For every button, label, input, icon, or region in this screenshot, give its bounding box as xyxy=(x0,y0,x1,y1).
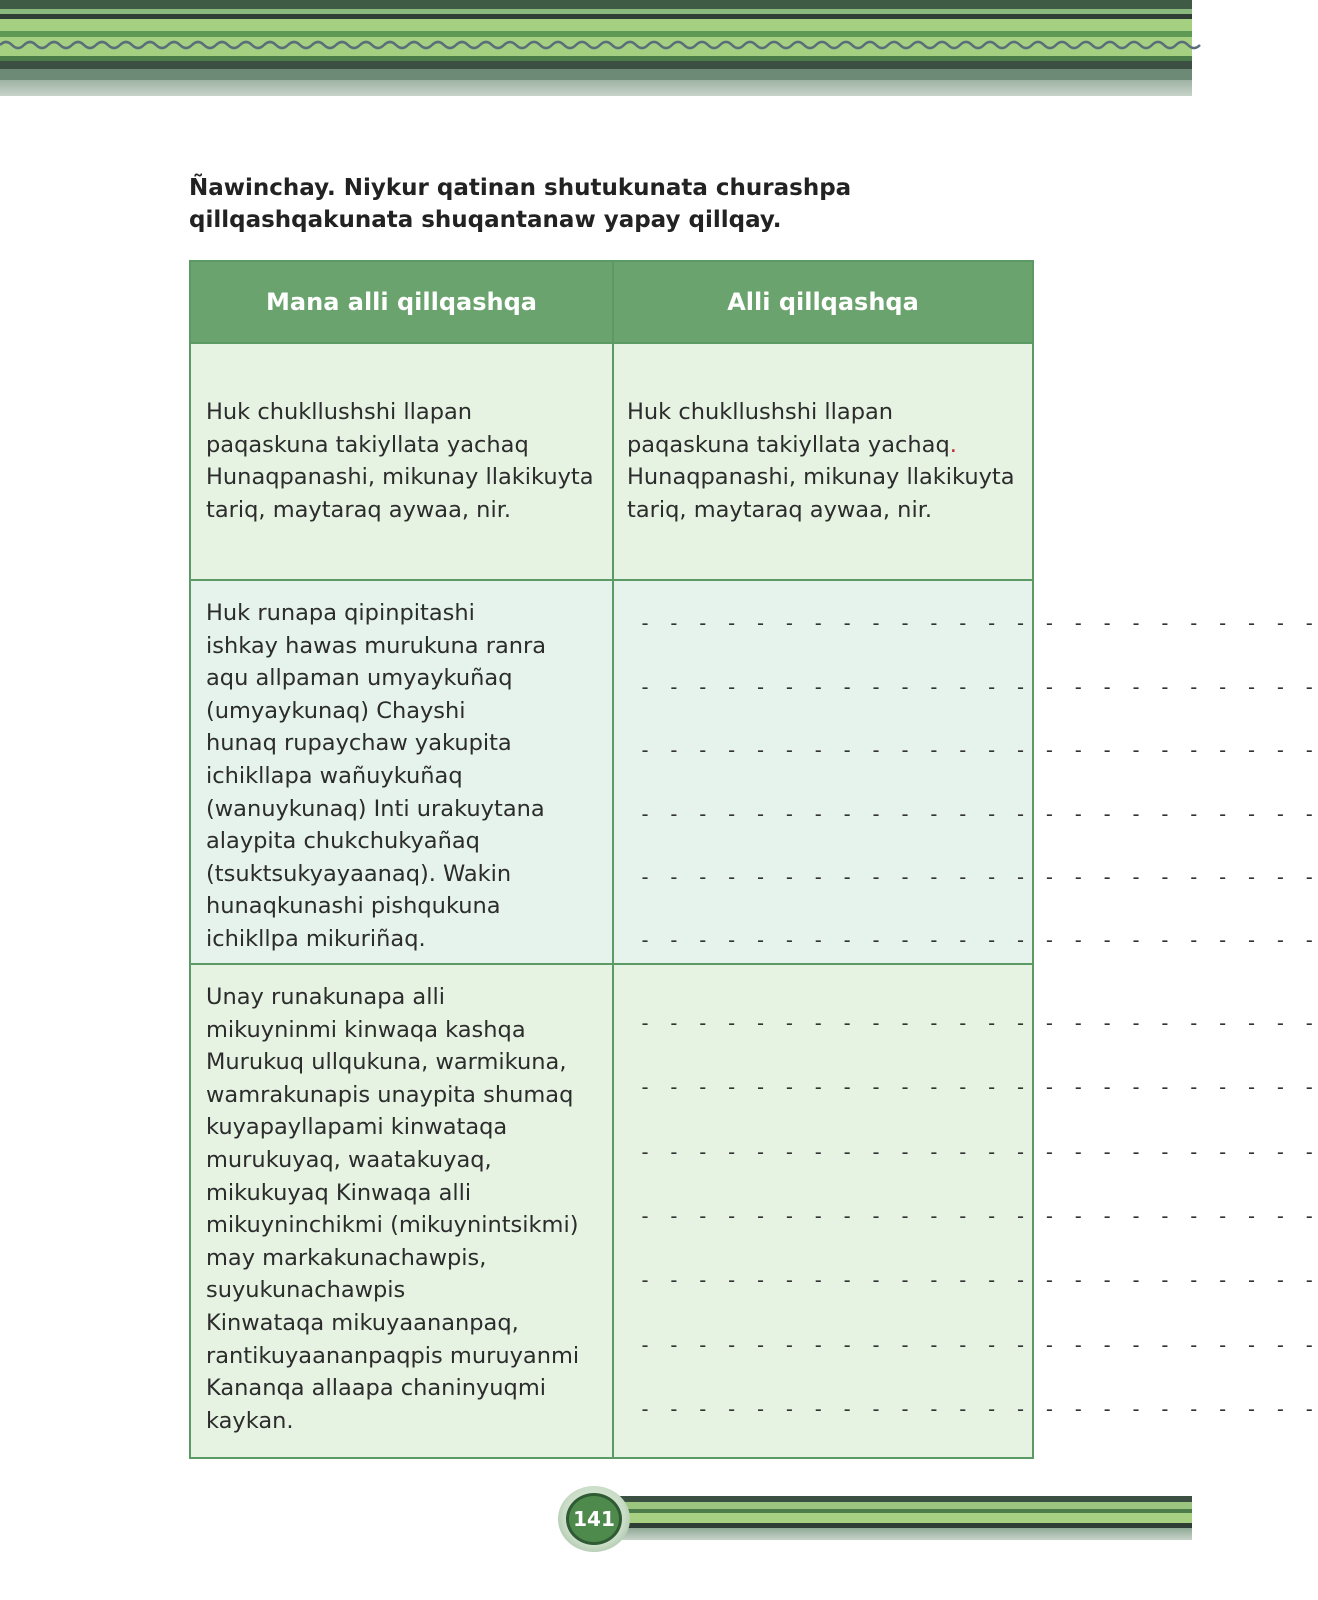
bottom-decorative-band xyxy=(600,1496,1192,1540)
top-decorative-band xyxy=(0,0,1192,96)
row1-correct-text: Huk chukllushshi llapan paqaskuna takiyllata yachaq. Hunaqpanashi, mikunay llakikuyta tariq, maytaraq aywaa, nir. xyxy=(627,399,1015,523)
row3-wrong-text: Unay runakunapa alli mikuyninmi kinwaqa kashqa Murukuq ullqukuna, warmikuna, wamrakunapis unaypita shumaq kuyapayllapami kinwataqa murukuyaq, waatakuyaq, mikukuyaq Kinwaqa alli mikuyninchikmi (mikuynintsikmi) may markakunachawpis, suyukunachawpis Kinwataqa mikuyaananpaq, rantikuyaananpaqpis muruyanmi Kananqa allaapa chaninyuqmi kaykan. xyxy=(206,984,580,1434)
added-period-mark: . xyxy=(949,431,957,458)
answer-line[interactable]: - - - - - - - - - - - - - - - - - - - - - - - - xyxy=(639,865,1318,889)
answer-line[interactable]: - - - - - - - - - - - - - - - - - - - - - - - - xyxy=(639,1075,1318,1099)
answer-line[interactable]: - - - - - - - - - - - - - - - - - - - - - - - - xyxy=(639,928,1318,952)
answer-line[interactable]: - - - - - - - - - - - - - - - - - - - - - - - - xyxy=(639,675,1318,699)
answer-line[interactable]: - - - - - - - - - - - - - - - - - - - - - - - - xyxy=(639,1011,1318,1035)
row1-wrong-text: Huk chukllushshi llapan paqaskuna takiyllata yachaq Hunaqpanashi, mikunay llakikuyta tariq, maytaraq aywaa, nir. xyxy=(206,399,594,523)
header-correct-text: Alli qillqashqa xyxy=(614,262,1032,342)
answer-line[interactable]: - - - - - - - - - - - - - - - - - - - - - - - - xyxy=(639,1333,1318,1357)
page-number-badge xyxy=(558,1486,630,1552)
answer-line[interactable]: - - - - - - - - - - - - - - - - - - - - - - - - xyxy=(639,1204,1318,1228)
answer-line[interactable]: - - - - - - - - - - - - - - - - - - - - - - - - xyxy=(639,1397,1318,1421)
header-wrong-text: Mana alli qillqashqa xyxy=(191,262,612,342)
answer-line[interactable]: - - - - - - - - - - - - - - - - - - - - - - - - xyxy=(639,802,1318,826)
instruction-line-1: Ñawinchay. Niykur qatinan shutukunata churashpa xyxy=(189,175,852,201)
exercise-table xyxy=(189,260,1318,1459)
answer-line[interactable]: - - - - - - - - - - - - - - - - - - - - - - - - xyxy=(639,738,1318,762)
page-number: 141 xyxy=(566,1493,622,1545)
band-wave-pattern xyxy=(0,38,1192,52)
column-divider xyxy=(612,262,614,1457)
instruction-line-2: qillqashqakunata shuqantanaw yapay qillqay. xyxy=(189,207,782,233)
answer-line[interactable]: - - - - - - - - - - - - - - - - - - - - - - - - xyxy=(639,1140,1318,1164)
exercise-instruction xyxy=(189,172,1029,236)
row2-wrong-text: Huk runapa qipinpitashi ishkay hawas murukuna ranra aqu allpaman umyaykuñaq (umyaykunaq) Chayshi hunaq rupaychaw yakupita ichikllapa wañuykuñaq (wanuykunaq) Inti urakuytana alaypita chukchukyañaq (tsuktsukyayaanaq). Wakin hunaqkunashi pishqukuna ichikllpa mikuriñaq. xyxy=(206,600,547,952)
answer-line[interactable]: - - - - - - - - - - - - - - - - - - - - - - - - xyxy=(639,611,1318,635)
answer-line[interactable]: - - - - - - - - - - - - - - - - - - - - - - - - xyxy=(639,1268,1318,1292)
